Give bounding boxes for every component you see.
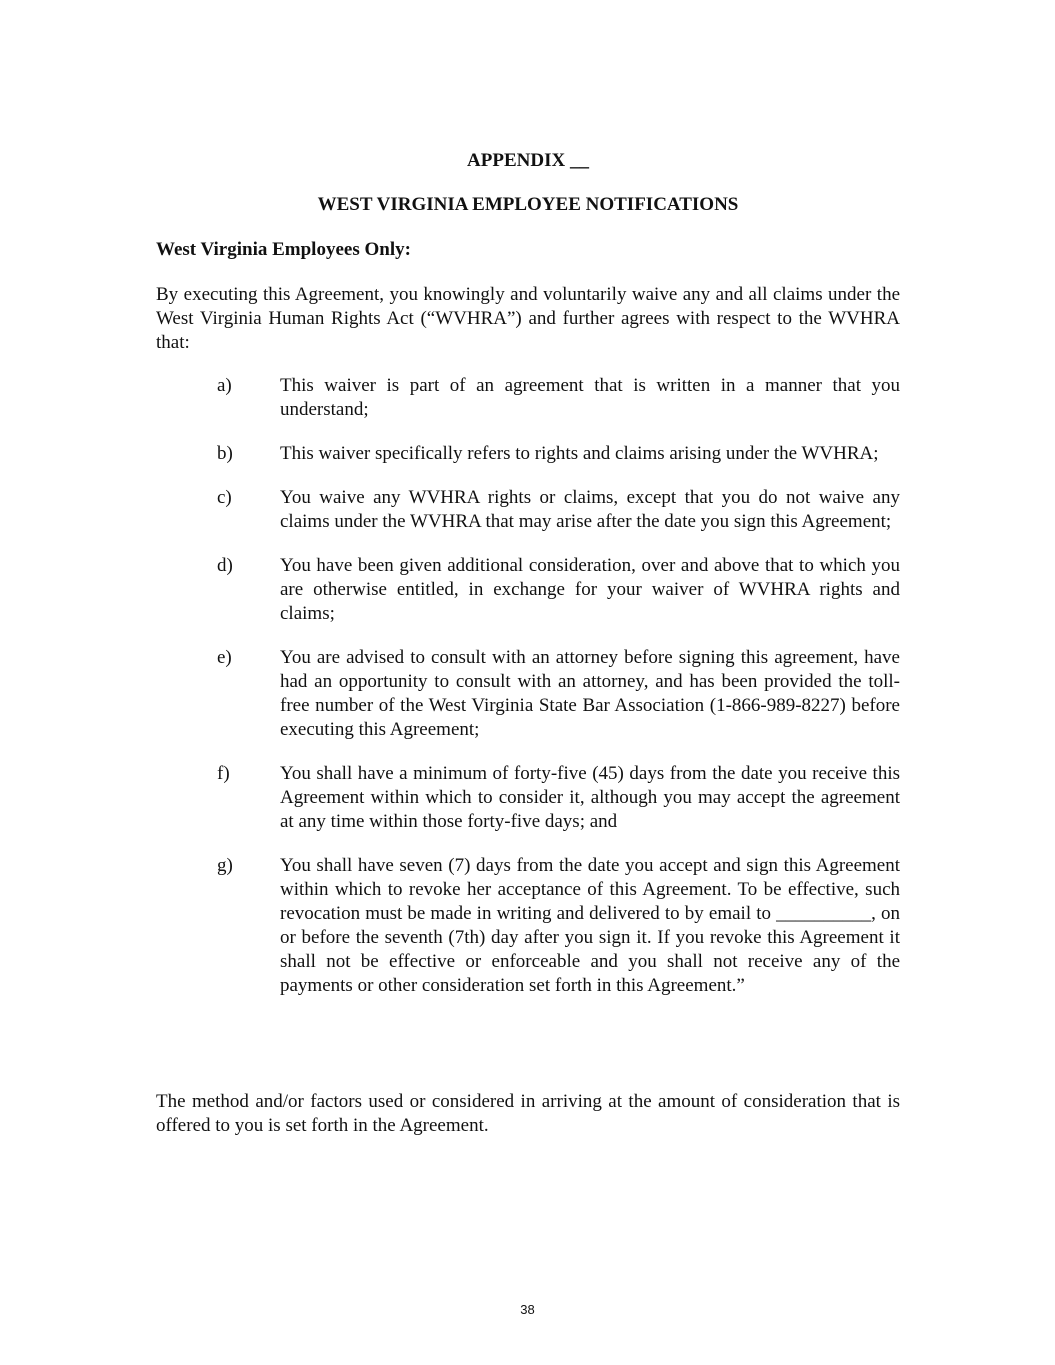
intro-paragraph: By executing this Agreement, you knowingly and voluntarily waive any and all claims under the West Virginia Human Rights Act (“WVHRA”) and further agrees with respect to the WVHRA that: [156, 284, 900, 353]
closing-paragraph: The method and/or factors used or considered in arriving at the amount of consideration that is offered to you is set forth in the Agreement. [156, 1091, 900, 1136]
list-marker: c) [217, 487, 232, 508]
list-item-d [156, 554, 900, 626]
list-item-text: This waiver specifically refers to rights and claims arising under the WVHRA; [280, 443, 879, 464]
waiver-conditions-list [156, 374, 900, 1018]
list-item-text: You waive any WVHRA rights or claims, except that you do not waive any claims under the WVHRA that may arise after the date you sign this Agreement; [280, 487, 900, 532]
employees-subheading: West Virginia Employees Only: [156, 239, 411, 260]
section-title: WEST VIRGINIA EMPLOYEE NOTIFICATIONS [317, 194, 739, 215]
appendix-title: APPENDIX __ [467, 150, 589, 171]
list-marker: a) [217, 375, 232, 396]
list-item-text: You have been given additional consideration, over and above that to which you are otherwise entitled, in exchange for your waiver of WVHRA rights and claims; [280, 555, 900, 624]
list-item-text: You shall have a minimum of forty-five (45) days from the date you receive this Agreement within which to consider it, although you may accept the agreement at any time within those forty-five days; and [280, 763, 900, 832]
list-marker: e) [217, 647, 232, 668]
page-number: 38 [520, 1302, 535, 1317]
list-item-f [156, 762, 900, 834]
list-item-text: You shall have seven (7) days from the date you accept and sign this Agreement within which to revoke her acceptance of this Agreement. To be effective, such revocation must be made in writing and delivered to by email to __________, on or before the seventh (7th) day after you sign it. If you revoke this Agreement it shall not be effective or enforceable and you shall not receive any of the payments or other consideration set forth in this Agreement.” [280, 855, 900, 996]
list-item-c [156, 486, 900, 534]
list-item-text: This waiver is part of an agreement that is written in a manner that you understand; [280, 375, 900, 420]
list-marker: f) [217, 763, 230, 784]
list-item-g [156, 854, 900, 998]
list-item-text: You are advised to consult with an attorney before signing this agreement, have had an opportunity to consult with an attorney, and has been provided the toll-free number of the West Virginia State Bar Association (1-866-989-8227) before executing this Agreement; [280, 647, 900, 740]
list-item-e [156, 646, 900, 742]
list-marker: d) [217, 555, 233, 576]
list-item-a [156, 374, 900, 422]
list-marker: g) [217, 855, 233, 876]
list-marker: b) [217, 443, 233, 464]
list-item-b [156, 442, 900, 466]
